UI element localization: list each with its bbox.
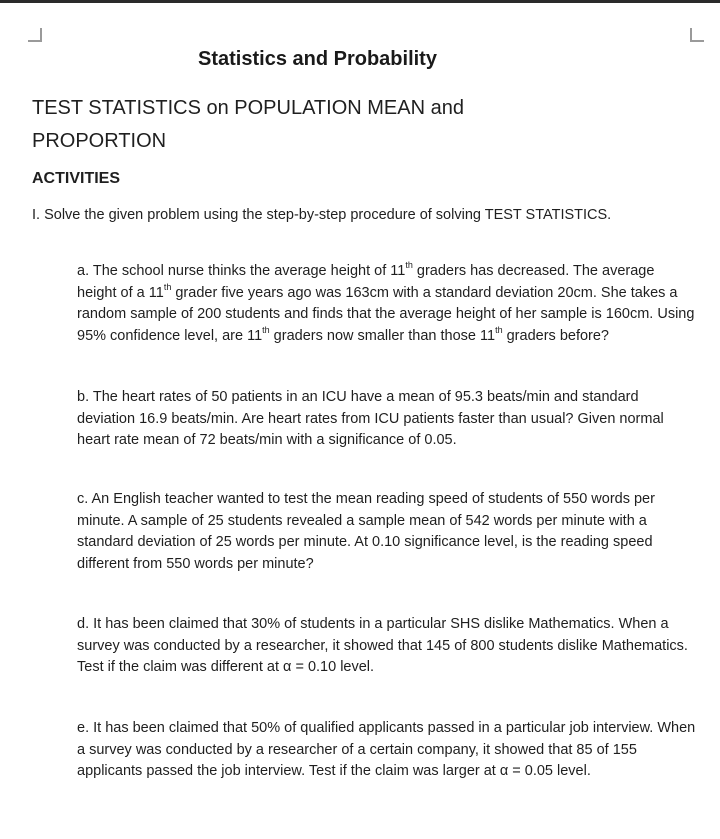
ordinal-suffix: th bbox=[163, 281, 172, 292]
problem-d: d. It has been claimed that 30% of students in a particular SHS dislike Mathematics. When a survey was conducted by a researcher, it showed that 145 of 800 students dislike Mathematics. Test if the claim was different at α = 0.10 level. bbox=[77, 616, 688, 675]
crop-mark-right bbox=[690, 28, 704, 42]
page-title: Statistics and Probability bbox=[198, 48, 437, 70]
ordinal-suffix: th bbox=[405, 260, 413, 271]
problem-c: c. An English teacher wanted to test the mean reading speed of students of 550 words per minute. A sample of 25 students revealed a sample mean of 542 words per minute with a standard deviation of 25 words per minute. At 0.10 significance level, is the reading speed different from 550 words per minute? bbox=[77, 491, 655, 572]
ordinal-suffix: th bbox=[495, 324, 503, 335]
problem-a-part-4: graders now smaller than those 11 bbox=[269, 327, 496, 344]
lesson-subtitle: TEST STATISTICS on POPULATION MEAN and PROPORTION bbox=[32, 97, 464, 152]
instruction-text: I. Solve the given problem using the step-by-step procedure of solving TEST STATISTICS. bbox=[32, 207, 612, 223]
problem-b: b. The heart rates of 50 patients in an ICU have a mean of 95.3 beats/min and standard deviation 16.9 beats/min. Are heart rates from ICU patients faster than usual? Given normal heart rate mean of 72 beats/min with a significance of 0.05. bbox=[77, 389, 664, 448]
problem-a-part-5: graders before? bbox=[502, 327, 609, 344]
problem-a-part-3: grader five years ago was 163cm with a standard deviation 20cm. She takes a random sample of 200 students and finds that the average height of her sample is 160cm. Using 95% confidence level, are 11 bbox=[77, 284, 695, 344]
top-border bbox=[0, 0, 720, 3]
activities-heading: ACTIVITIES bbox=[32, 170, 121, 187]
problem-a-part-2: graders has decreased. The average height of a 11 bbox=[77, 263, 655, 301]
problem-a-part-1: a. The school nurse thinks the average height of 11 bbox=[77, 263, 406, 279]
ordinal-suffix: th bbox=[262, 324, 270, 335]
crop-mark-left bbox=[28, 28, 42, 42]
problem-e: e. It has been claimed that 50% of qualified applicants passed in a particular job interview. When a survey was conducted by a researcher of a certain company, it showed that 85 of 155 applicants passed the job interview. Test if the claim was larger at α = 0.05 level. bbox=[77, 720, 696, 779]
problem-a bbox=[77, 261, 697, 347]
